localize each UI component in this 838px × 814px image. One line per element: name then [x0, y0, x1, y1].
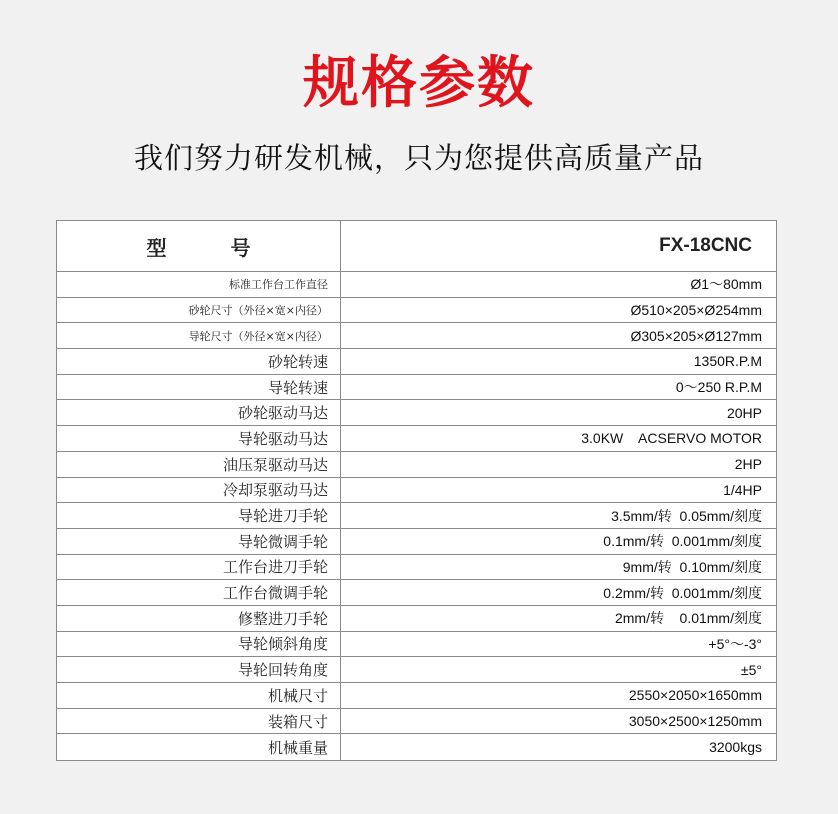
spec-value: 3200kgs: [709, 739, 762, 756]
spec-value: 0.2mm/转 0.001mm/刻度: [603, 584, 762, 601]
model-label: 型 号: [57, 221, 341, 271]
spec-value: 1/4HP: [723, 481, 762, 498]
table-row: [57, 375, 776, 401]
spec-label: 工作台进刀手轮: [57, 555, 341, 580]
spec-label: 冷却泵驱动马达: [57, 478, 341, 503]
spec-label: 机械尺寸: [57, 683, 341, 708]
spec-label: 导轮转速: [57, 375, 341, 400]
spec-value: Ø305×205×Ø127mm: [630, 327, 762, 344]
spec-label: 工作台微调手轮: [57, 580, 341, 605]
spec-value: 20HP: [726, 404, 762, 421]
table-row: [57, 323, 776, 349]
table-row: [57, 503, 776, 529]
page-title: 规格参数: [303, 51, 535, 116]
model-value: FX-18CNC: [659, 235, 752, 256]
spec-value: 2550×2050×1650mm: [628, 687, 762, 704]
table-row: [57, 555, 776, 581]
spec-value: 9mm/转 0.10mm/刻度: [622, 558, 762, 575]
spec-value: +5°～-3°: [708, 635, 762, 652]
spec-value: 3050×2500×1250mm: [628, 713, 762, 730]
spec-label: 导轮进刀手轮: [57, 503, 341, 528]
spec-value: ±5°: [740, 661, 762, 678]
spec-table: [56, 220, 777, 761]
spec-table-header: [57, 221, 776, 272]
spec-label: 砂轮尺寸（外径×宽×内径）: [57, 298, 341, 323]
table-row: [57, 632, 776, 658]
spec-value: 2HP: [734, 456, 762, 473]
table-row: [57, 400, 776, 426]
table-row: [57, 426, 776, 452]
spec-value: Ø1～80mm: [690, 276, 762, 293]
spec-value: 2mm/转 0.01mm/刻度: [614, 610, 762, 627]
spec-value: 3.5mm/转 0.05mm/刻度: [611, 507, 762, 524]
spec-label: 导轮驱动马达: [57, 426, 341, 451]
table-row: [57, 606, 776, 632]
spec-label: 装箱尺寸: [57, 709, 341, 734]
spec-label: 导轮尺寸（外径×宽×内径）: [57, 323, 341, 348]
table-row: [57, 452, 776, 478]
spec-value: 0～250 R.P.M: [675, 379, 762, 396]
spec-label: 标准工作台工作直径: [57, 272, 341, 297]
spec-label: 导轮倾斜角度: [57, 632, 341, 657]
table-row: [57, 272, 776, 298]
spec-label: 机械重量: [57, 734, 341, 760]
table-row: [57, 709, 776, 735]
spec-label: 导轮微调手轮: [57, 529, 341, 554]
table-row: [57, 683, 776, 709]
spec-label: 砂轮转速: [57, 349, 341, 374]
table-row: [57, 734, 776, 760]
spec-label: 导轮回转角度: [57, 657, 341, 682]
spec-value: 3.0KW ACSERVO MOTOR: [581, 430, 762, 447]
spec-value: Ø510×205×Ø254mm: [630, 302, 762, 319]
table-row: [57, 657, 776, 683]
spec-value: 0.1mm/转 0.001mm/刻度: [603, 533, 762, 550]
page-subtitle: 我们努力研发机械，只为您提供高质量产品: [133, 141, 704, 175]
spec-label: 修整进刀手轮: [57, 606, 341, 631]
table-row: [57, 580, 776, 606]
spec-label: 砂轮驱动马达: [57, 400, 341, 425]
spec-label: 油压泵驱动马达: [57, 452, 341, 477]
table-row: [57, 529, 776, 555]
table-row: [57, 349, 776, 375]
table-row: [57, 298, 776, 324]
spec-value: 1350R.P.M: [693, 353, 762, 370]
table-row: [57, 478, 776, 504]
